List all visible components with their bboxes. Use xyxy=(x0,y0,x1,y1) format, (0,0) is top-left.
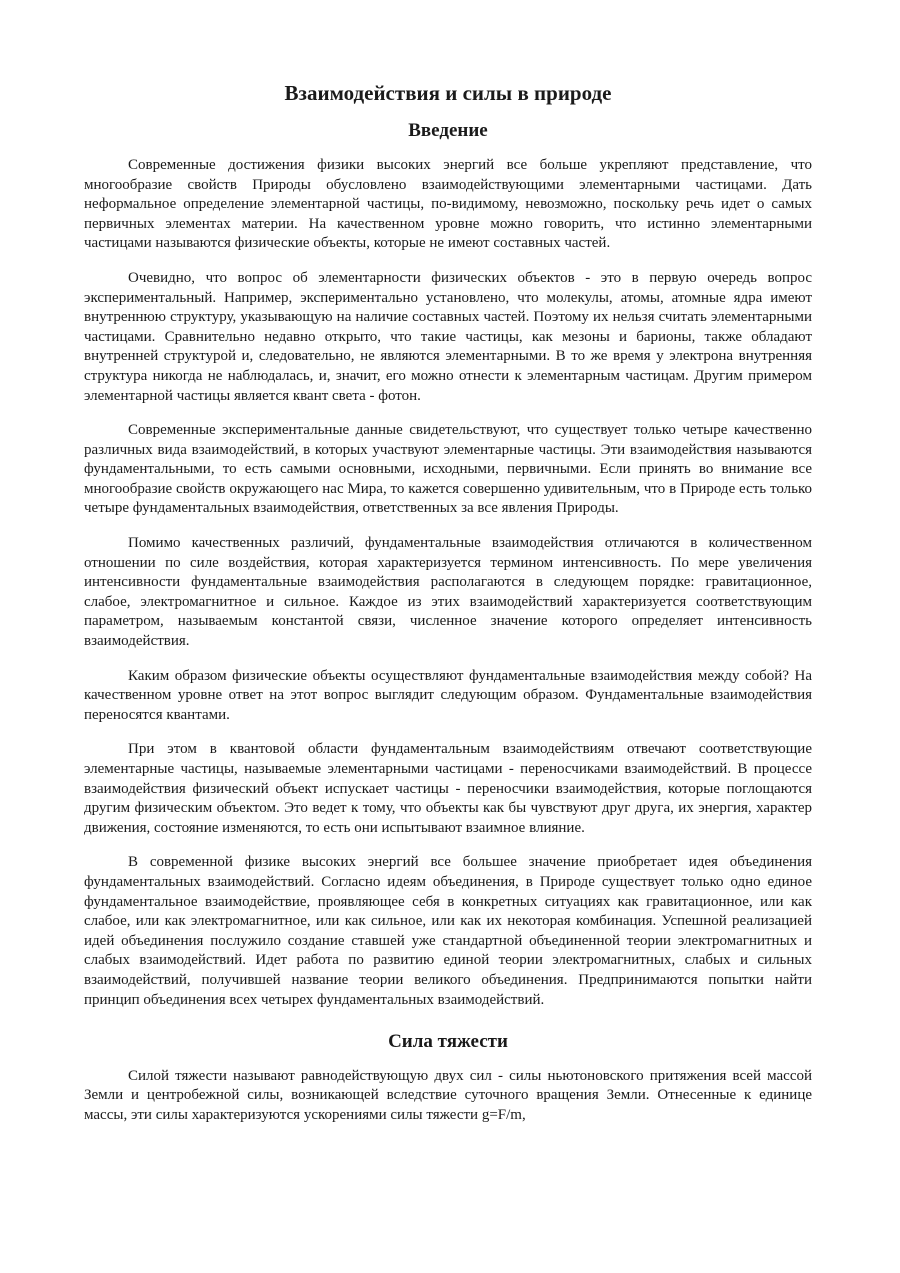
paragraph: Современные экспериментальные данные свидетельствуют, что существует только четыре качественно различных вида взаимодействий, в которых участвуют элементарные частицы. Эти взаимодействия называются фундаментальными, то есть самыми основными, исходными, первичными. Если принять во внимание все многообразие свойств окружающего нас Мира, то кажется совершенно удивительным, что в Природе есть только четыре фундаментальных взаимодействия, ответственных за все явления Природы. xyxy=(84,422,812,517)
paragraph: Очевидно, что вопрос об элементарности физических объектов - это в первую очередь вопрос экспериментальный. Например, экспериментально установлено, что молекулы, атомы, атомные ядра имеют внутреннюю структуру, указывающую на наличие составных частей. Поэтому их нельзя считать элементарными частицами. Сравнительно недавно открыто, что такие частицы, как мезоны и барионы, также обладают внутренней структурой и, следовательно, не являются элементарными. В то же время у электрона внутренняя структура никогда не наблюдалась, и, значит, его можно отнести к элементарным частицам. Другим примером элементарной частицы является квант света - фотон. xyxy=(84,269,812,404)
paragraph: В современной физике высоких энергий все большее значение приобретает идея объединения фундаментальных взаимодействий. Согласно идеям объединения, в Природе существует только одно единое фундаментальное взаимодействие, проявляющее себя в конкретных ситуациях как гравитационное, или как слабое, или как электромагнитное, или как сильное, или как их некоторая комбинация. Успешной реализацией идей объединения послужило создание ставшей уже стандартной объединенной теории электромагнитных и слабых взаимодействий. Идет работа по развитию единой теории электромагнитных, слабых и сильных взаимодействий, получившей название теории великого объединения. Предпринимаются попытки найти принцип объединения всех четырех фундаментальных взаимодействий. xyxy=(84,854,812,1008)
paragraph: Каким образом физические объекты осуществляют фундаментальные взаимодействия между собой? На качественном уровне ответ на этот вопрос выглядит следующим образом. Фундаментальные взаимодействия переносятся квантами. xyxy=(84,667,812,723)
paragraph: Помимо качественных различий, фундаментальные взаимодействия отличаются в количественном отношении по силе воздействия, которая характеризуется термином интенсивность. По мере увеличения интенсивности фундаментальные взаимодействия располагаются в следующем порядке: гравитационное, слабое, электромагнитное и сильное. Каждое из этих взаимодействий характеризуется соответствующим параметром, называемым константой связи, численное значение которого определяет интенсивность взаимодействия. xyxy=(84,535,812,650)
document-page xyxy=(84,80,812,1141)
paragraph: При этом в квантовой области фундаментальным взаимодействиям отвечают соответствующие элементарные частицы, называемые элементарными частицами - переносчиками взаимодействий. В процессе взаимодействия физический объект испускает частицы - переносчики взаимодействия, которые поглощаются другим физическим объектом. Это ведет к тому, что объекты как бы чувствуют друг друга, их энергия, характер движения, состояние изменяются, то есть они испытывают взаимное влияние. xyxy=(84,741,812,836)
document-title: Взаимодействия и силы в природе xyxy=(284,81,612,105)
paragraph: Силой тяжести называют равнодействующую двух сил - силы ньютоновского притяжения всей массой Земли и центробежной силы, возникающей вследствие суточного вращения Земли. Отнесенные к единице массы, эти силы характеризуются ускорениями силы тяжести g=F/m, xyxy=(84,1067,812,1124)
section-heading-introduction: Введение xyxy=(408,120,488,142)
paragraph: Современные достижения физики высоких энергий все больше укрепляют представление, что многообразие свойств Природы обусловлено взаимодействующими элементарными частицами. Дать неформальное определение элементарной частицы, по-видимому, невозможно, поскольку речь идет о самых первичных элементах материи. На качественном уровне можно говорить, что истинно элементарными частицами называются физические объекты, которые не имеют составных частей. xyxy=(84,156,812,252)
section-heading-gravity: Сила тяжести xyxy=(388,1031,508,1053)
